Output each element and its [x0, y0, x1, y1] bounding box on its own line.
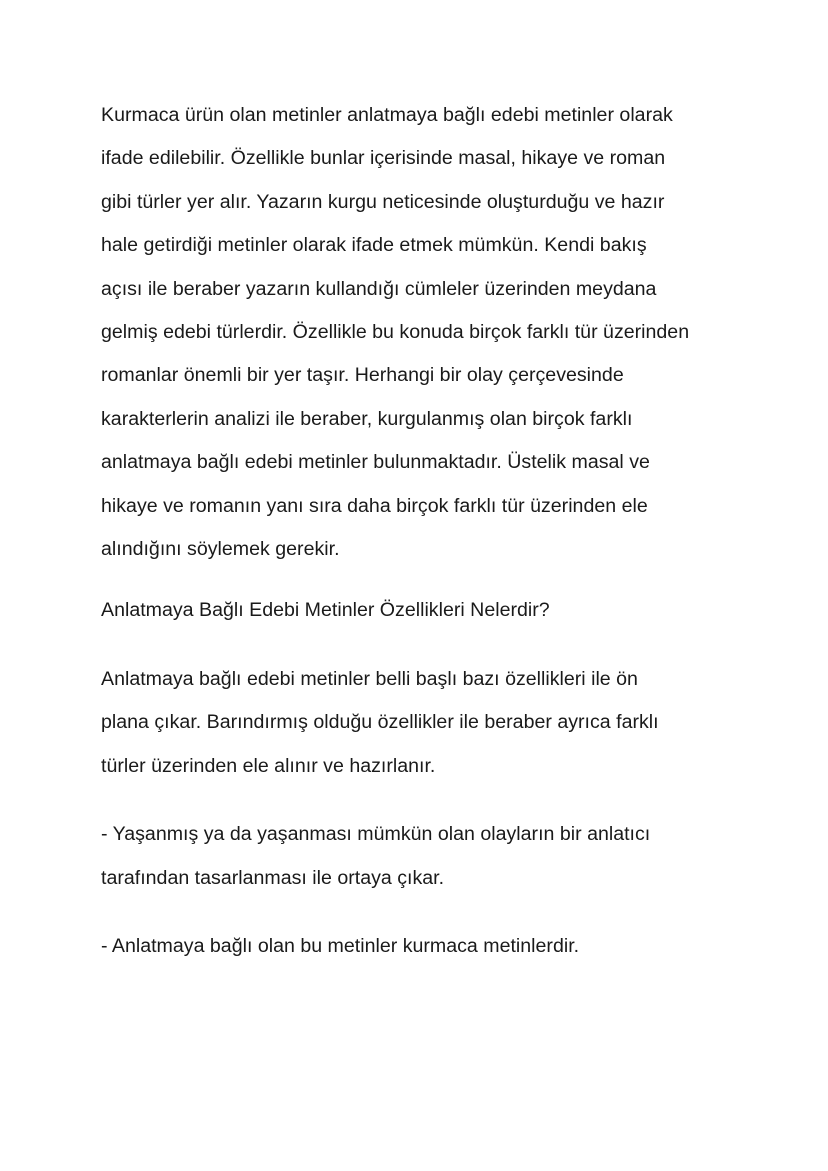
- text-line: gelmiş edebi türlerdir. Özellikle bu konuda birçok farklı tür üzerinden: [101, 321, 690, 344]
- text-line: açısı ile beraber yazarın kullandığı cümleler üzerinden meydana: [101, 277, 657, 300]
- text-line: - Anlatmaya bağlı olan bu metinler kurmaca metinlerdir.: [101, 934, 580, 957]
- features-paragraph: [101, 658, 751, 788]
- bullet-item-2: [101, 925, 751, 968]
- text-line: - Yaşanmış ya da yaşanması mümkün olan olayların bir anlatıcı: [101, 823, 651, 846]
- bullet-item-1: [101, 813, 751, 900]
- text-line: türler üzerinden ele alınır ve hazırlanır.: [101, 754, 436, 777]
- text-line: tarafından tasarlanması ile ortaya çıkar.: [101, 866, 445, 889]
- text-line: gibi türler yer alır. Yazarın kurgu neticesinde oluşturduğu ve hazır: [101, 190, 665, 213]
- heading-text: Anlatmaya Bağlı Edebi Metinler Özellikleri Nelerdir?: [101, 599, 550, 622]
- text-line: Anlatmaya bağlı edebi metinler belli başlı bazı özellikleri ile ön: [101, 667, 638, 690]
- text-line: Kurmaca ürün olan metinler anlatmaya bağlı edebi metinler olarak: [101, 104, 673, 126]
- text-line: hikaye ve romanın yanı sıra daha birçok farklı tür üzerinden ele: [101, 494, 648, 517]
- text-line: ifade edilebilir. Özellikle bunlar içerisinde masal, hikaye ve roman: [101, 147, 666, 170]
- text-line: hale getirdiği metinler olarak ifade etmek mümkün. Kendi bakış: [101, 234, 647, 257]
- text-line: alındığını söylemek gerekir.: [101, 538, 340, 561]
- text-line: romanlar önemli bir yer taşır. Herhangi bir olay çerçevesinde: [101, 364, 624, 387]
- text-line: karakterlerin analizi ile beraber, kurgulanmış olan birçok farklı: [101, 407, 633, 430]
- intro-paragraph: [101, 94, 751, 571]
- section-heading: [101, 589, 751, 632]
- document-body: [101, 94, 751, 968]
- text-line: anlatmaya bağlı edebi metinler bulunmaktadır. Üstelik masal ve: [101, 451, 650, 474]
- text-line: plana çıkar. Barındırmış olduğu özellikler ile beraber ayrıca farklı: [101, 711, 659, 734]
